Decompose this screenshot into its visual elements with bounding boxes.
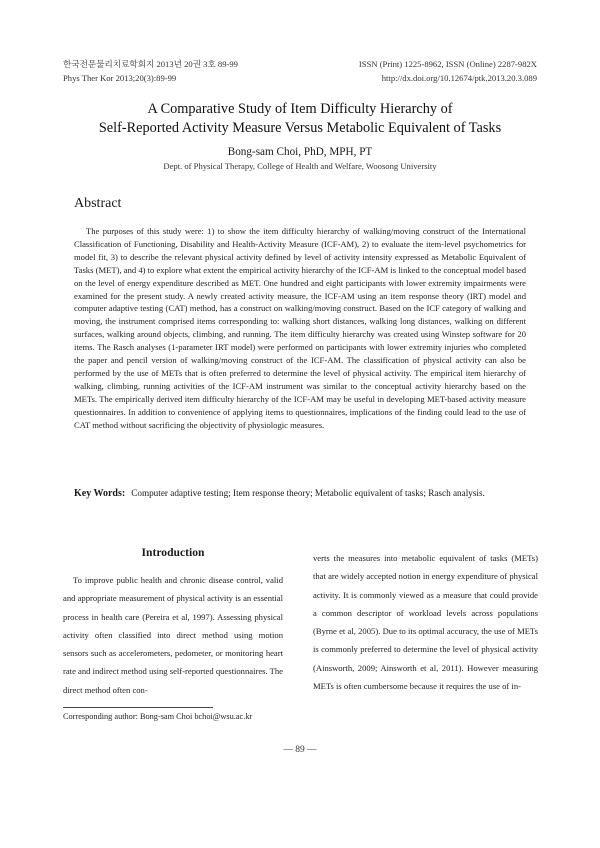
introduction-right-column: verts the measures into metabolic equivalent of tasks (METs) that are widely accepted notion in energy expenditure of physical activity. It is commonly viewed as a measure that could provide a common descriptor of workload levels across populations (Byrne et al, 2005). Due to its optimal accuracy, the use of METs is commonly preferred to determine the level of physical activity (Ainsworth, 2009; Ainsworth et al, 2011). However measuring METs is often cumbersome because it requires the use of in-	[313, 553, 538, 692]
keywords-text: Computer adaptive testing; Item response theory; Metabolic equivalent of tasks; Rasch analysis.	[131, 488, 485, 498]
introduction-heading: Introduction	[141, 546, 205, 559]
article-title	[40, 100, 560, 138]
author-affiliation: Dept. of Physical Therapy, College of Health and Welfare, Woosong University	[163, 161, 437, 171]
abstract-heading: Abstract	[74, 196, 122, 211]
running-header-left	[63, 57, 238, 85]
title-line-2: Self-Reported Activity Measure Versus Metabolic Equivalent of Tasks	[98, 120, 502, 136]
doi-link[interactable]: http://dx.doi.org/10.12674/ptk.2013.20.3.089	[381, 73, 537, 83]
issn-line: ISSN (Print) 1225-8962, ISSN (Online) 2287-982X	[358, 59, 537, 69]
title-line-1: A Comparative Study of Item Difficulty Hierarchy of	[147, 101, 453, 117]
author-name: Bong-sam Choi, PhD, MPH, PT	[227, 146, 373, 158]
introduction-left-column: To improve public health and chronic disease control, valid and appropriate measurement of physical activity is an essential process in health care (Pereira et al, 1997). Assessing physical activity often classified into direct method using motion sensors such as accelerometers, pedometer, or monitoring heart rate and indirect method using self-reported questionnaires. The direct method often con-	[63, 575, 283, 695]
keywords-label: Key Words:	[74, 488, 126, 499]
page-number: — 89 —	[283, 745, 317, 755]
journal-citation: Phys Ther Kor 2013;20(3):89-99	[63, 73, 177, 83]
running-header-right	[359, 57, 537, 85]
abstract-text: The purposes of this study were: 1) to show the item difficulty hierarchy of walking/moving construct of the International Classification of Functioning, Disability and Health-Activity Measure (ICF-AM), 2) to evaluate the item-level psychometrics for model fit, 3) to describe the relevant physical activity defined by level of activity intensity expressed as Metabolic Equivalent of Tasks (MET), and 4) to explore what extent the empirical activity hierarchy of the ICF-AM is linked to the conceptual model based on the level of energy expenditure described as MET. One hundred and eight participants with lower extremity impairments were examined for the present study. A newly created activity measure, the ICF-AM using an item response theory (IRT) model and computer adaptive testing (CAT) method, has a construct on walking/moving construct. Based on the ICF category of walking and moving, the instrument comprised items corresponding to: walking short distances, walking long distances, walking on different surfaces, walking around objects, climbing, and running. The item difficulty hierarchy was created using Winstep software for 20 items. The Rasch analyses (1-parameter IRT model) were performed on participants with lower extremity injuries who completed the paper and pencil version of walking/moving construct of the ICF-AM. The classification of physical activity can also be performed by the use of METs that is often preferred to determine the level of physical activity. The empirical item hierarchy of walking, climbing, running activities of the ICF-AM instrument was similar to the conceptual activity hierarchy based on the METs. The empirically derived item difficulty hierarchy of the ICF-AM may be useful in developing MET-based activity measure questionnaires. In addition to convenience of applying items to questionnaires, implications of the finding could lead to the use of CAT method without sacrificing the objectivity of physiologic measures.	[74, 226, 526, 430]
keywords	[74, 487, 526, 500]
corresponding-author-footnote: Corresponding author: Bong-sam Choi bchoi@wsu.ac.kr	[63, 712, 253, 721]
journal-korean-title: 한국전문물리치료학회지 2013년 20권 3호 89-99	[63, 59, 238, 69]
footnote-divider	[63, 707, 213, 708]
